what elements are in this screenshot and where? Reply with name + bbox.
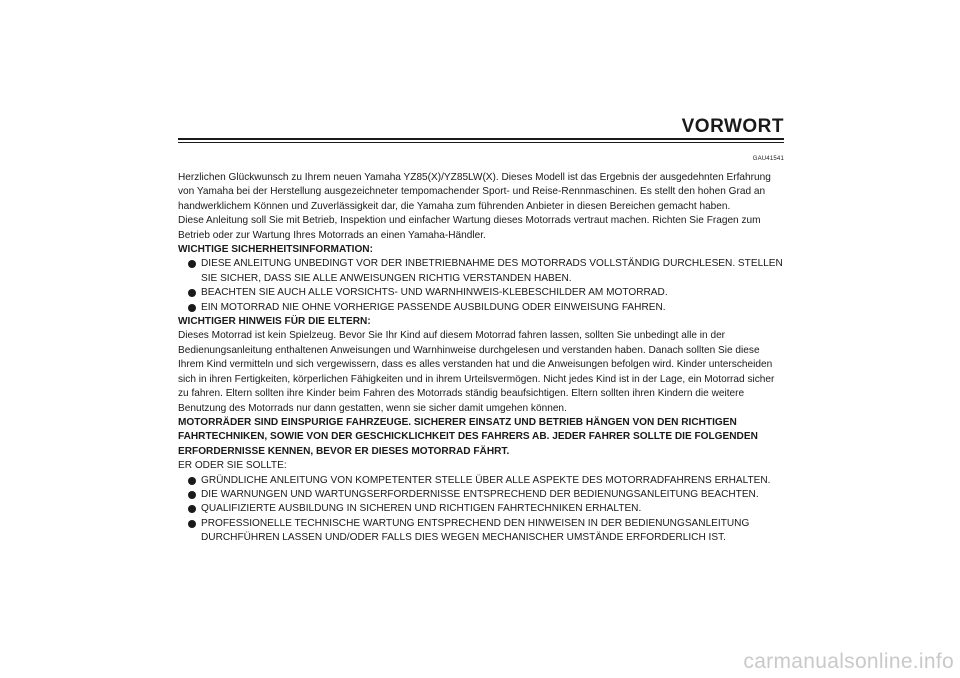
requirement-item [178,488,786,502]
requirement-item-text: DIE WARNUNGEN UND WARTUNGSERFORDERNISSE ENTSPRECHEND DER BEDIENUNGSANLEITUNG BEACHTEN. [201,488,759,500]
safety-item-text: BEACHTEN SIE AUCH ALLE VORSICHTS- UND WARNHINWEIS-KLEBESCHILDER AM MOTORRAD. [201,287,668,299]
requirement-item [178,517,786,546]
warning-paragraph: MOTORRÄDER SIND EINSPURIGE FAHRZEUGE. SICHERER EINSATZ UND BETRIEB HÄNGEN VON DEN RICHTIGEN FAHRTECHNIKEN, SOWIE VON DER GESCHICKLICHKEIT DES FAHRERS AB. JEDER FAHRER SOLLTE DIE FOLGENDEN ERFORDERNISSE KENNEN, BEVOR ER DIESES MOTORRAD FÄHRT. [178,416,758,457]
requirement-item [178,502,786,516]
bullet-icon [188,304,196,312]
requirement-item [178,474,786,488]
bullet-icon [188,289,196,297]
page-content [178,171,786,546]
page-title: VORWORT [681,116,784,137]
safety-heading: WICHTIGE SICHERHEITSINFORMATION: [178,244,373,256]
bullet-icon [188,260,196,268]
parents-heading: WICHTIGER HINWEIS FÜR DIE ELTERN: [178,316,371,328]
bullet-icon [188,520,196,528]
safety-list [178,257,786,315]
safety-item-text: EIN MOTORRAD NIE OHNE VORHERIGE PASSENDE AUSBILDUNG ODER EINWEISUNG FAHREN. [201,301,666,313]
safety-item-text: DIESE ANLEITUNG UNBEDINGT VOR DER INBETRIEBNAHME DES MOTORRADS VOLLSTÄNDIG DURCHLESEN. STELLEN SIE SICHER, DASS SIE ALLE ANWEISUNGEN RICHTIG VERSTANDEN HABEN. [201,258,783,284]
warning-lead: ER ODER SIE SOLLTE: [178,460,287,472]
intro-paragraph-1: Herzlichen Glückwunsch zu Ihrem neuen Yamaha YZ85(X)/YZ85LW(X). Dieses Modell ist das Ergebnis der ausgedehnten Erfahrung von Yamaha bei der Herstellung ausgezeichneter tempomachender Sport- und Reise-Rennmaschinen. Es stellt den hohen Grad an handwerklichem Können und Zuverlässigkeit dar, die Yamaha zum führenden Anbieter in diesen Bereichen gemacht haben. [178,172,771,212]
bullet-icon [188,491,196,499]
title-rule-thick [178,138,784,140]
requirement-item-text: GRÜNDLICHE ANLEITUNG VON KOMPETENTER STELLE ÜBER ALLE ASPEKTE DES MOTORRADFAHRENS ERHALTEN. [201,474,771,486]
safety-item [178,301,786,315]
rider-requirements-list [178,474,786,546]
requirement-item-text: QUALIFIZIERTE AUSBILDUNG IN SICHEREN UND RICHTIGEN FAHRTECHNIKEN ERHALTEN. [201,503,642,515]
title-rule-thin [178,142,784,143]
bullet-icon [188,505,196,513]
watermark: carmanualsonline.info [743,650,954,673]
document-code: GAU41541 [752,156,784,162]
safety-item [178,286,786,300]
safety-item [178,257,786,286]
intro-paragraph-2: Diese Anleitung soll Sie mit Betrieb, Inspektion und einfacher Wartung dieses Motorrads vertraut machen. Richten Sie Fragen zum Betrieb oder zur Wartung Ihres Motorrads an einen Yamaha-Händler. [178,215,761,241]
bullet-icon [188,477,196,485]
requirement-item-text: PROFESSIONELLE TECHNISCHE WARTUNG ENTSPRECHEND DEN HINWEISEN IN DER BEDIENUNGSANLEITUNG DURCHFÜHREN LASSEN UND/ODER FALLS DIES WEGEN MECHANISCHER UMSTÄNDE ERFORDERLICH IST. [201,517,750,544]
parents-paragraph: Dieses Motorrad ist kein Spielzeug. Bevor Sie Ihr Kind auf diesem Motorrad fahren lassen, sollten Sie unbedingt alle in der Bedienungsanleitung enthaltenen Anweisungen und Warnhinweise durchgelesen und verstanden haben. Danach sollten Sie diese Ihrem Kind vermitteln und sich vergewissern, dass es alles verstanden hat und die Anweisungen befolgen wird. Kinder unterscheiden sich in ihren Fertigkeiten, körperlichen Fähigkeiten und in ihrem Urteilsvermögen. Nicht jedes Kind ist in der Lage, ein Motorrad sicher zu fahren. Eltern sollten ihre Kinder beim Fahren des Motorrads ständig beaufsichtigen. Eltern sollten ihren Kindern die weitere Benutzung des Motorrads nur dann gestatten, wenn sie sicher damit umgehen können. [178,330,775,414]
